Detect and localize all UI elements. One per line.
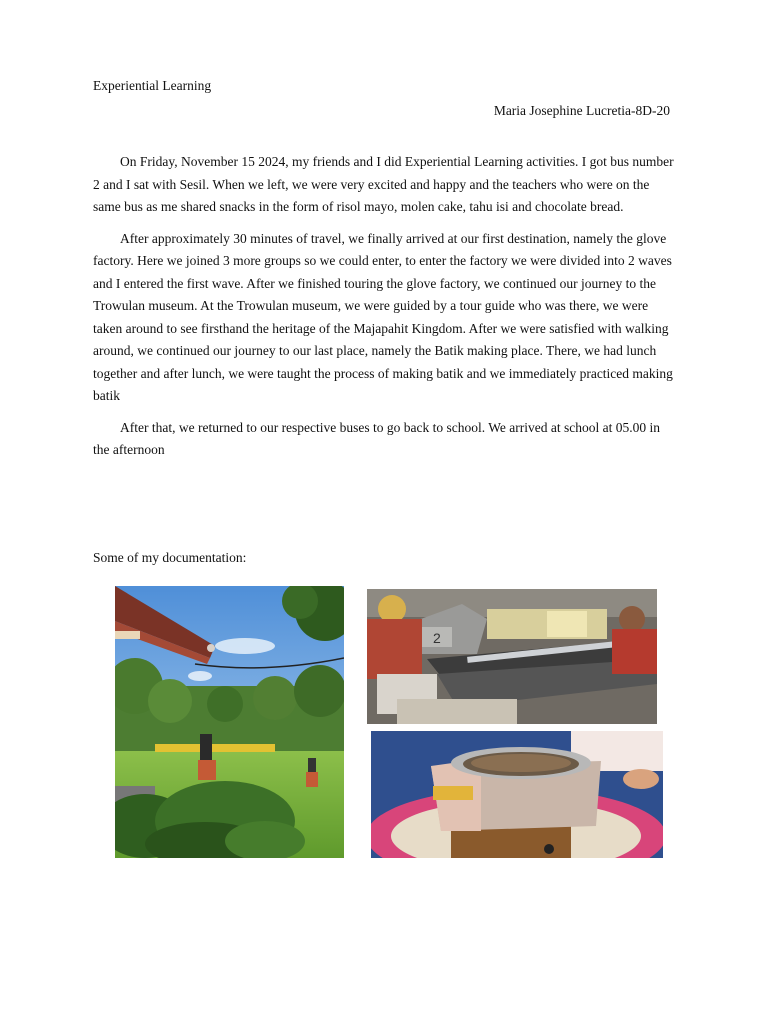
paragraph-3: After that, we returned to our respective buses to go back to school. We arrived at school at 05.00 in the afternoon [93, 419, 661, 457]
svg-text:2: 2 [433, 630, 441, 646]
author-line: Maria Josephine Lucretia-8D-20 [493, 103, 670, 118]
glove-factory-photo [367, 589, 657, 724]
paragraph-1: On Friday, November 15 2024, my friends and I did Experiential Learning activities. I got bus number 2 and I sat with Sesil. When we left, we were very excited and happy and the teachers who were on the same bus as me shared snacks in the form of risol mayo, molen cake, tahu isi and chocolate bread. [93, 154, 674, 214]
documentation-label: Some of my documentation: [93, 550, 247, 565]
museum-garden-photo [115, 586, 344, 858]
paragraph-2: After approximately 30 minutes of travel, we finally arrived at our first destination, namely the glove factory. Here we joined 3 more groups so we could enter, to enter the factory we were divided into 2 waves and I entered the first wave. After we finished touring the glove factory, we continued our journey to the Trowulan museum. At the Trowulan museum, we were guided by a tour guide who was there, we were taken around to see firsthand the heritage of the Majapahit Kingdom. After we were satisfied with walking around, we continued our journey to our last place, namely the Batik making place. There, we had lunch together and after lunch, we were taught the process of making batik and we immediately practiced making batik [93, 230, 673, 403]
document-title: Experiential Learning [93, 78, 212, 93]
batik-wax-pot-photo [371, 731, 663, 858]
body-text [93, 151, 677, 471]
